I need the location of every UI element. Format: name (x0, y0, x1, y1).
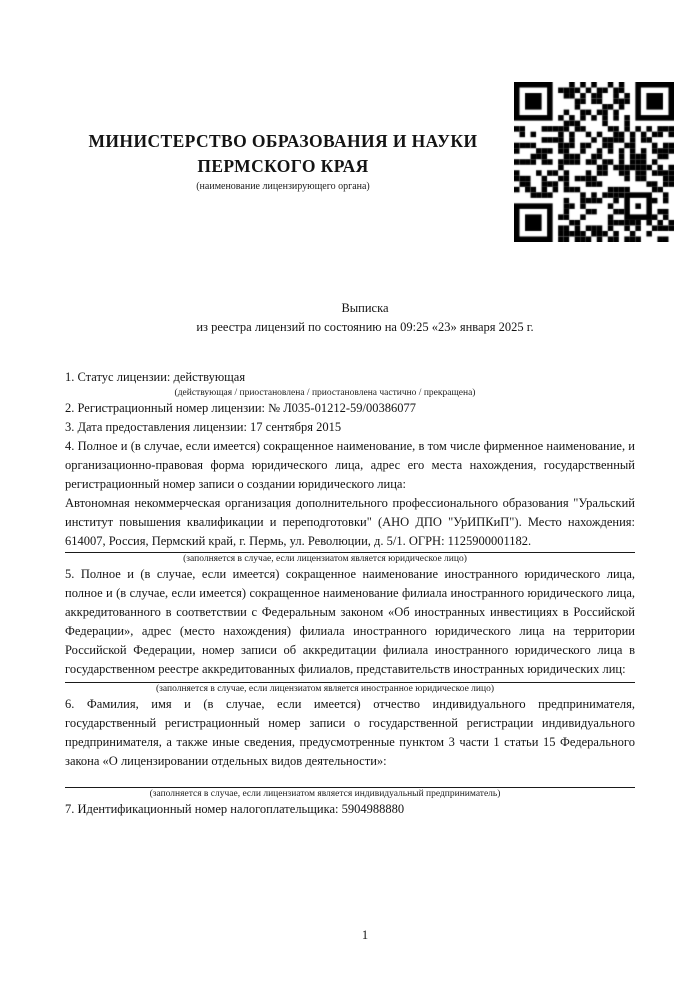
ministry-name-line2: ПЕРМСКОГО КРАЯ (197, 156, 369, 176)
item-4-legal-entity-value: Автономная некоммерческая организация дополнительного профессионального образования "Уральский институт повышения квалификации и переподготовки" (АНО ДПО "УрИПКиП"). Место нахождения: 614007, Россия, Пермский край, г. Пермь, ул. Революции, д. 5/1. ОГРН: 1125900001182. (65, 496, 635, 548)
document-body (65, 368, 635, 819)
item-2-registration-number: 2. Регистрационный номер лицензии: № Л035-01212-59/00386077 (65, 401, 416, 415)
document-subtitle: из реестра лицензий по состоянию на 09:25 «23» января 2025 г. (196, 319, 534, 334)
item-4-prompt: 4. Полное и (в случае, если имеется) сокращенное наименование, в том числе фирменное наименование, и организационно-правовая форма юридического лица, адрес его места нахождения, государственный регистрационный номер записи о создании юридического лица: (65, 439, 635, 491)
ministry-name-line1: МИНИСТЕРСТВО ОБРАЗОВАНИЯ И НАУКИ (88, 131, 478, 151)
item-1-license-status: 1. Статус лицензии: действующая (65, 370, 246, 384)
item-5-caption: (заполняется в случае, если лицензиатом является иностранное юридическое лицо) (156, 684, 494, 694)
item-3-grant-date: 3. Дата предоставления лицензии: 17 сентября 2015 (65, 420, 342, 434)
item-5-prompt: 5. Полное и (в случае, если имеется) сокращенное наименование иностранного юридического лица, полное и (в случае, если имеется) сокращенное наименование филиала иностранного юридического лица, аккредитованного в соответствии с Федеральным законом «Об иностранных инвестициях в Российской Федерации», адрес (место нахождения) филиала иностранного юридического лица на территории Российской Федерации, номер записи об аккредитации филиала иностранного юридического лица в государственном реестре аккредитованных филиалов, представительств иностранных юридических лиц: (65, 567, 635, 676)
item-6-prompt: 6. Фамилия, имя и (в случае, если имеется) отчество индивидуального предпринимателя, государственный регистрационный номер записи о государственной регистрации индивидуального предпринимателя, а также иные сведения, предусмотренные пунктом 3 части 1 статьи 15 Федерального закона «О лицензировании отдельных видов деятельности»: (65, 697, 635, 768)
document-title-block (80, 299, 650, 336)
item-1-caption: (действующая / приостановлена / приостановлена частично / прекращена) (174, 388, 476, 398)
document-title: Выписка (341, 301, 389, 315)
item-6-caption: (заполняется в случае, если лицензиатом является индивидуальный предприниматель) (149, 789, 501, 799)
page-number: 1 (361, 928, 369, 942)
item-4-caption: (заполняется в случае, если лицензиатом является юридическое лицо) (183, 554, 467, 564)
item-7-taxpayer-number: 7. Идентификационный номер налогоплательщика: 5904988880 (65, 802, 405, 816)
qr-code-icon (514, 82, 674, 242)
licensing-authority-header (65, 129, 501, 193)
licensing-authority-caption: (наименование лицензирующего органа) (196, 181, 370, 192)
